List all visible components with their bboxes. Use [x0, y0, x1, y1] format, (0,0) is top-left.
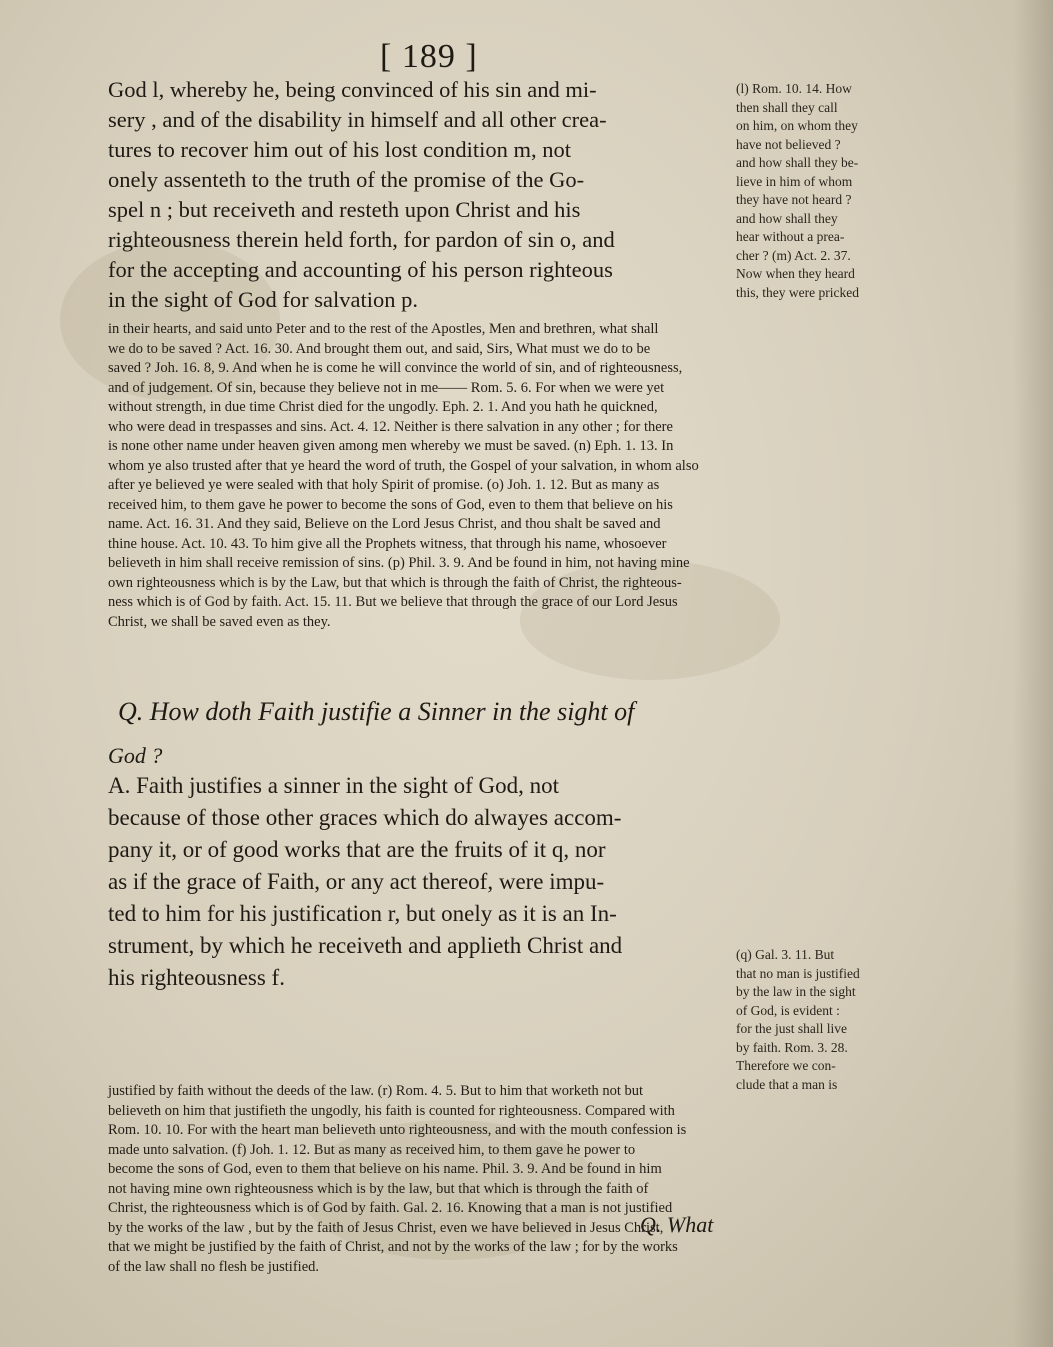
note-line: cher ? (m) Act. 2. 37.: [736, 247, 851, 263]
footnote-line: name. Act. 16. 31. And they said, Believe on the Lord Jesus Christ, and thou shalt be saved and: [108, 516, 661, 532]
text-line: ted to him for his justification r, but onely as it is an In-: [108, 901, 617, 926]
footnote-line: justified by faith without the deeds of the law. (r) Rom. 4. 5. But to him that worketh not but: [108, 1083, 644, 1099]
answer-paragraph: [108, 740, 720, 994]
text-line: sery , and of the disability in himself and all other crea-: [108, 107, 607, 132]
question-line: Q. How doth Faith justifie a Sinner in the sight of: [118, 697, 635, 726]
text-line: as if the grace of Faith, or any act thereof, were impu-: [108, 869, 605, 894]
margin-note-2: [736, 946, 941, 1094]
text-line: spel n ; but receiveth and resteth upon Christ and his: [108, 197, 581, 222]
text-line: onely assenteth to the truth of the promise of the Go-: [108, 167, 585, 192]
note-line: by the law in the sight: [736, 984, 856, 999]
margin-note-1: [736, 80, 941, 302]
catchword: Q. What: [640, 1212, 714, 1237]
footnote-line: we do to be saved ? Act. 16. 30. And brought them out, and said, Sirs, What must we do to be: [108, 340, 651, 357]
footnote-line: ness which is of God by faith. Act. 15. 11. But we believe that through the grace of our Lord Jesus: [108, 594, 678, 610]
footnote-line: that we might be justified by the faith of Christ, and not by the works of the law ; for by the works: [108, 1239, 678, 1255]
note-line: and how shall they: [736, 210, 838, 226]
note-line: on him, on whom they: [736, 118, 858, 133]
note-line: Now when they heard: [736, 266, 855, 281]
note-line: have not believed ?: [736, 136, 841, 152]
footnote-line: own righteousness which is by the Law, but that which is through the faith of Christ, the righteous-: [108, 574, 682, 591]
footnote-line: saved ? Joh. 16. 8, 9. And when he is come he will convince the world of sin, and of righteousness,: [108, 360, 683, 376]
question-heading: [118, 694, 634, 730]
footnote-line: Christ, we shall be saved even as they.: [108, 613, 331, 630]
note-line: for the just shall live: [736, 1021, 847, 1036]
note-line: and how shall they be-: [736, 155, 859, 170]
text-line: his righteousness f.: [108, 965, 285, 990]
footnote-line: thine house. Act. 10. 43. To him give all the Prophets witness, that through his name, whosoever: [108, 535, 667, 552]
text-line: A. Faith justifies a sinner in the sight of God, not: [108, 773, 560, 798]
footnote-line: is none other name under heaven given among men whereby we must be saved. (n) Eph. 1. 13. In: [108, 438, 674, 454]
note-line: lieve in him of whom: [736, 173, 853, 189]
footnote-line: Rom. 10. 10. For with the heart man believeth unto righteousness, and with the mouth confession is: [108, 1122, 687, 1138]
text-line: strument, by which he receiveth and applieth Christ and: [108, 933, 623, 958]
footnote-block-2: [108, 1082, 930, 1277]
footnote-line: whom ye also trusted after that ye heard the word of truth, the Gospel of your salvation, in whom also: [108, 457, 699, 474]
footnote-line: of the law shall no flesh be justified.: [108, 1258, 320, 1275]
footnote-block-1: [108, 320, 930, 632]
footnote-line: in their hearts, and said unto Peter and to the rest of the Apostles, Men and brethren, what shall: [108, 321, 659, 337]
footnote-line: by the works of the law , but by the faith of Jesus Christ, even we have believed in Jesus Christ,: [108, 1219, 664, 1236]
note-line: this, they were pricked: [736, 284, 859, 300]
note-line: clude that a man is: [736, 1076, 838, 1092]
text-line: pany it, or of good works that are the fruits of it q, nor: [108, 837, 606, 862]
note-line: hear without a prea-: [736, 229, 845, 244]
note-line: they have not heard ?: [736, 192, 852, 207]
note-line: that no man is justified: [736, 965, 860, 981]
text-line: for the accepting and accounting of his person righteous: [108, 257, 613, 282]
question-line: God ?: [108, 743, 163, 768]
footnote-line: and of judgement. Of sin, because they believe not in me—— Rom. 5. 6. For when we were yet: [108, 379, 665, 396]
note-line: Therefore we con-: [736, 1058, 836, 1073]
note-line: of God, is evident :: [736, 1002, 840, 1018]
text-line: God l, whereby he, being convinced of his sin and mi-: [108, 77, 597, 102]
footnote-line: who were dead in trespasses and sins. Act. 4. 12. Neither is there salvation in any other ; for there: [108, 418, 673, 435]
note-line: then shall they call: [736, 99, 838, 115]
text-line: righteousness therein held forth, for pardon of sin o, and: [108, 227, 615, 252]
note-line: by faith. Rom. 3. 28.: [736, 1039, 848, 1055]
main-paragraph: [108, 75, 728, 315]
footnote-line: become the sons of God, even to them that believe on his name. Phil. 3. 9. And be found in him: [108, 1161, 662, 1177]
page-edge-shadow: [1013, 0, 1053, 1347]
footnote-line: made unto salvation. (f) Joh. 1. 12. But as many as received him, to them gave he power to: [108, 1141, 636, 1158]
footnote-line: believeth in him shall receive remission of sins. (p) Phil. 3. 9. And be found in him, not having mine: [108, 555, 690, 571]
note-line: (l) Rom. 10. 14. How: [736, 81, 852, 96]
footnote-line: after ye believed ye were sealed with that holy Spirit of promise. (o) Joh. 1. 12. But as many as: [108, 477, 660, 493]
footnote-line: received him, to them gave he power to become the sons of God, even to them that believe on his: [108, 496, 673, 513]
text-line: tures to recover him out of his lost condition m, not: [108, 137, 572, 162]
footnote-line: believeth on him that justifieth the ungodly, his faith is counted for righteousness. Compared with: [108, 1102, 675, 1119]
footnote-line: Christ, the righteousness which is of God by faith. Gal. 2. 16. Knowing that a man is not justified: [108, 1200, 673, 1216]
text-line: because of those other graces which do alwayes accom-: [108, 805, 622, 830]
footnote-line: without strength, in due time Christ died for the ungodly. Eph. 2. 1. And you hath he quickned,: [108, 399, 658, 415]
text-line: in the sight of God for salvation p.: [108, 287, 418, 312]
note-line: (q) Gal. 3. 11. But: [736, 947, 835, 962]
footnote-line: not having mine own righteousness which is by the law, but that which is through the faith of: [108, 1180, 649, 1197]
page-number: [ 189 ]: [380, 38, 478, 75]
